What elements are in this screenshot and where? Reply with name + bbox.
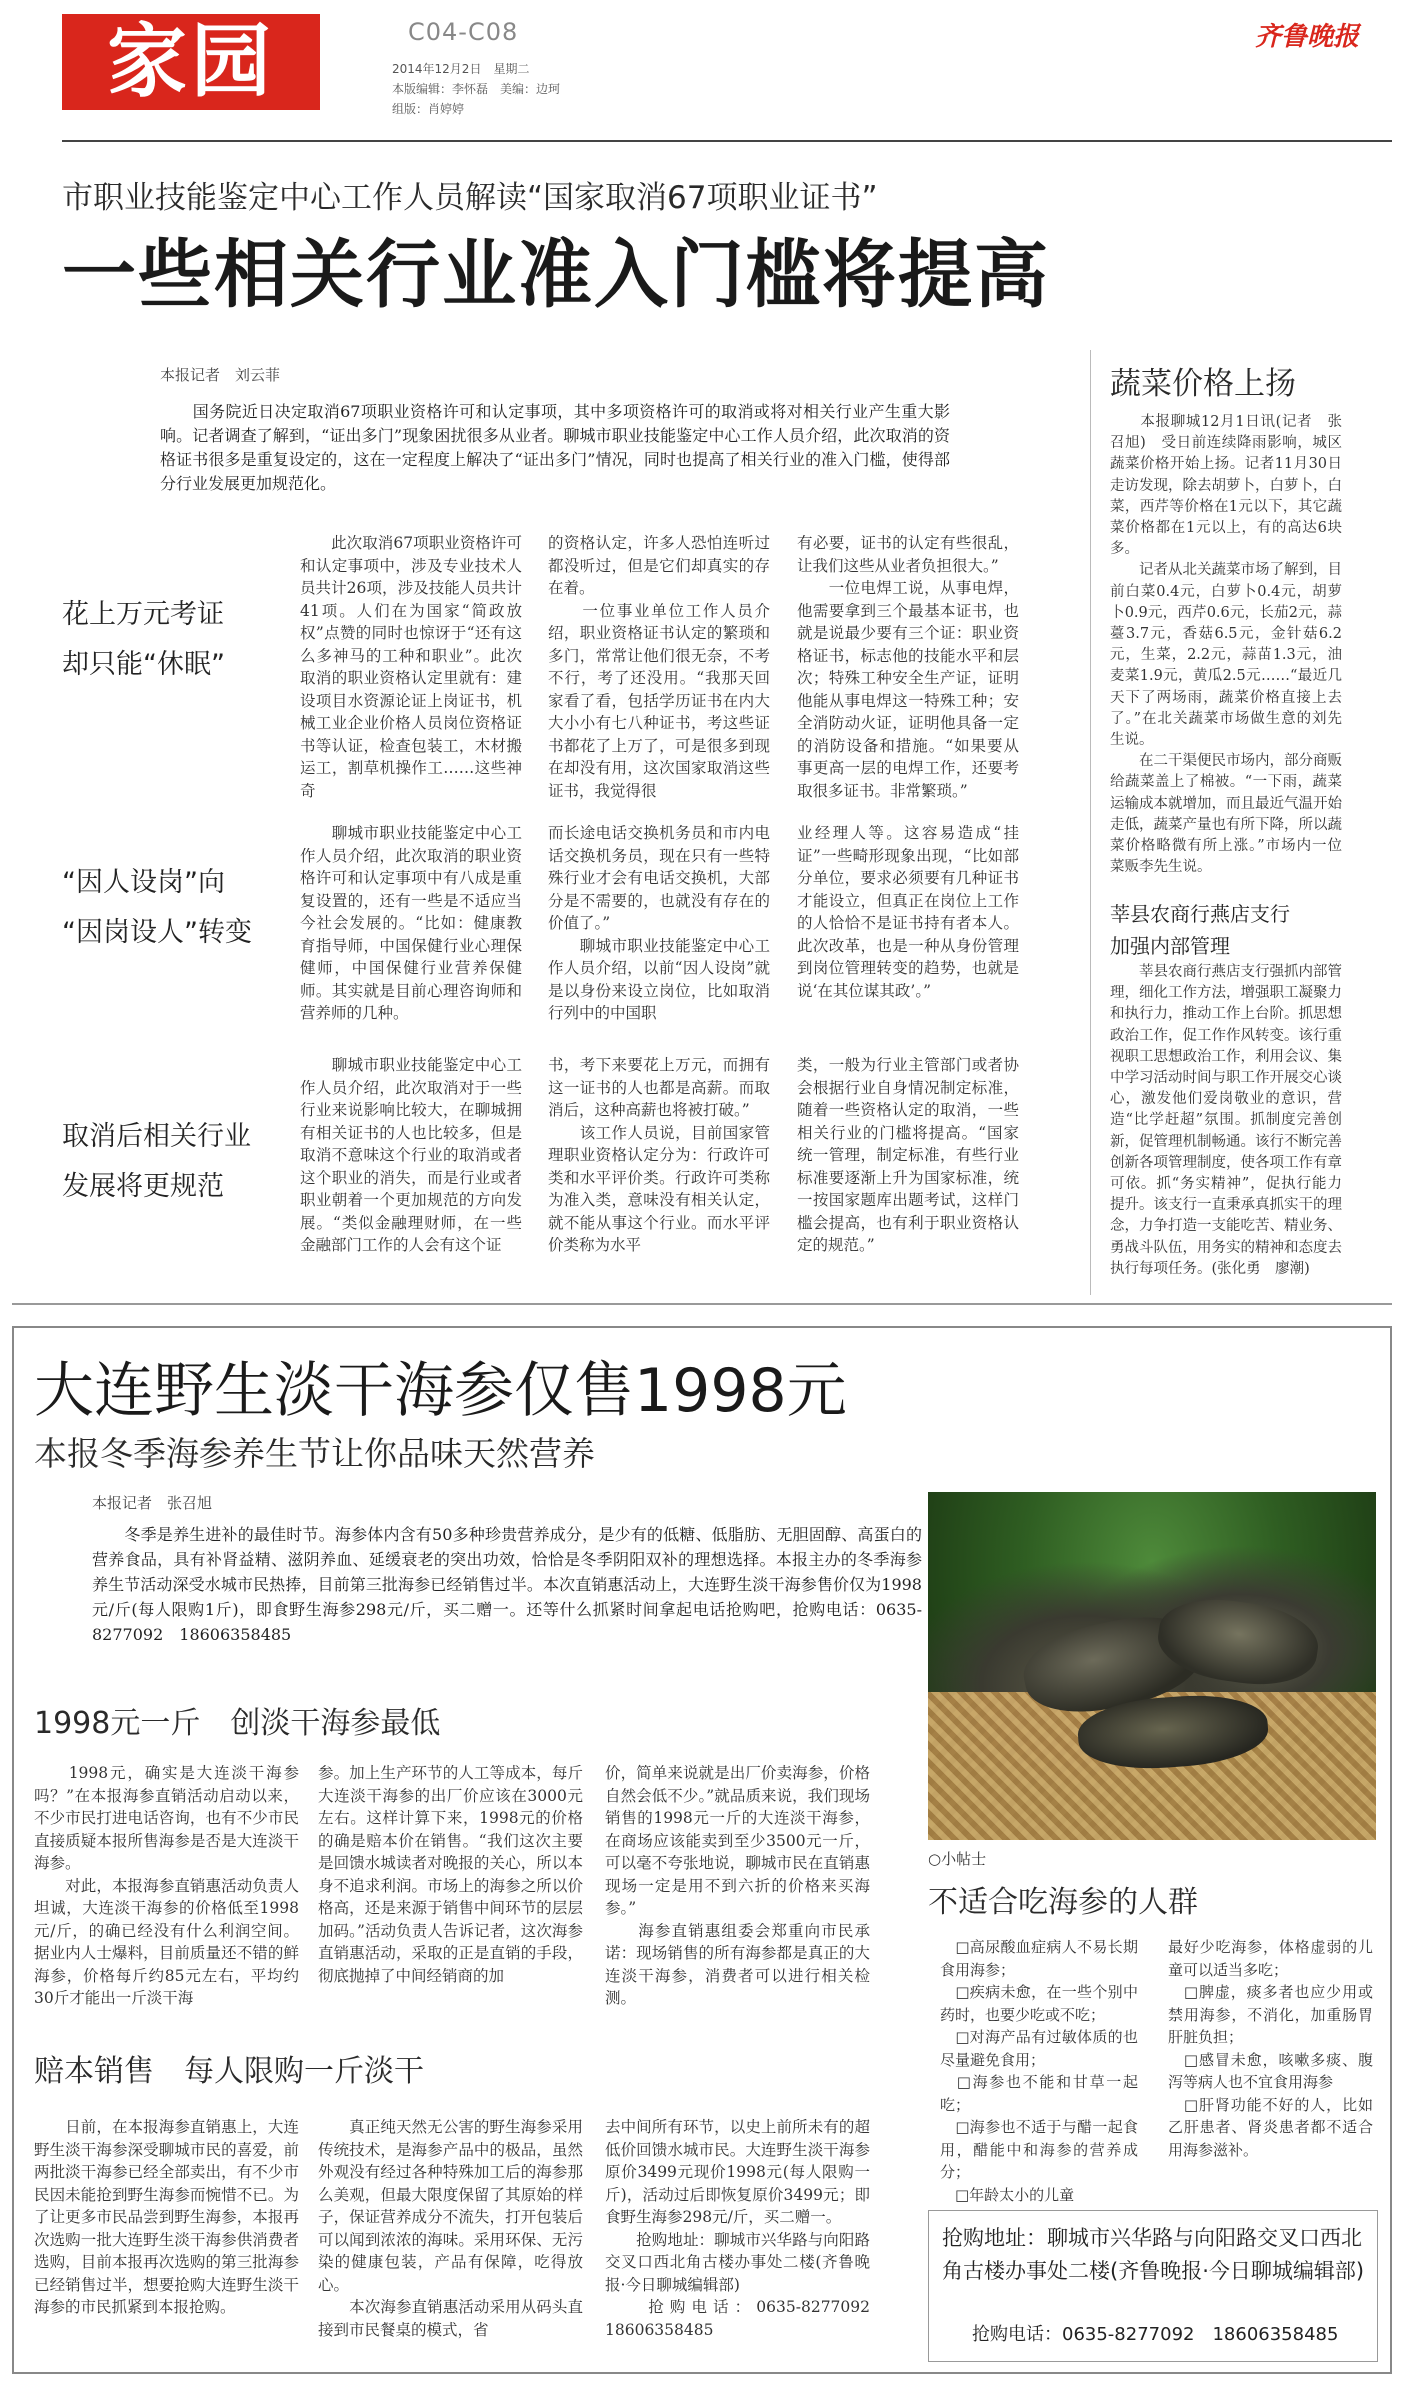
page-rule-middle — [12, 1303, 1392, 1305]
photo-caption: ○小帖士 — [928, 1850, 987, 1868]
sidebar-divider — [1090, 350, 1091, 1295]
article1-section1-col2: 的资格认定，许多人恐怕连听过都没听过，但是它们却真实的存在着。 一位事业单位工作人员介绍，职业资格证书认定的繁琐和多门，常常让他们很无奈，不考不行，考了还没用。“我那天回家看了看，包括学历证书在内大大小小有七八种证书，考这些证书都花了上万了，可是很多到现在却没有用，这次国家取消这些证书，我觉得很 — [548, 534, 770, 800]
article2-section1-col3: 价，简单来说就是出厂价卖海参，价格自然会低不少。”就品质来说，我们现场销售的1998元一斤的大连淡干海参，在商场应该能卖到至少3500元一斤，可以毫不夸张地说，聊城市民在直销惠现场一定是用不到六折的价格来买海参。” 海参直销惠组委会郑重向市民承诺：现场销售的所有海参都是真正的大连淡干海参，消费者可以进行相关检测。 — [605, 1764, 870, 2007]
tips-right-column: 最好少吃海参，体格虚弱的儿童可以适当多吃； □脾虚，痰多者也应少用或禁用海参，不消化，加重肠胃肝脏负担； □感冒未愈，咳嗽多痰、腹泻等病人也不宜食用海参 □肝肾功能不好的人，比如乙肝患者、肾炎患者都不适合用海参滋补。 — [1168, 1938, 1373, 2159]
sea-cucumber-photo — [928, 1492, 1376, 1840]
article1-section3-col1: 聊城市职业技能鉴定中心工作人员介绍，此次取消对于一些行业来说影响比较大，在聊城拥有相关证书的人也比较多，但是取消不意味这个行业的取消或者这个职业的消失，而是行业或者职业朝着一个更加规范的方向发展。“类似金融理财师，在一些金融部门工作的人会有这个证 — [300, 1056, 522, 1254]
contact-phone: 抢购电话：0635-8277092 18606358485 — [972, 2324, 1339, 2345]
article1-lead: 国务院近日决定取消67项职业资格许可和认定事项，其中多项资格许可的取消或将对相关行业产生重大影响。记者调查了解到，“证出多门”现象困扰很多从业者。聊城市职业技能鉴定中心工作人员介绍，此次取消的资格证书很多是重复设定的，这在一定程度上解决了“证出多门”情况，同时也提高了相关行业的准入门槛，使得部分行业发展更加规范化。 — [160, 402, 950, 493]
paper-name: 齐鲁晚报 — [1255, 22, 1360, 52]
editor-line: 本版编辑：李怀磊 美编：边珂 — [392, 82, 561, 96]
article1-section2-col2: 而长途电话交换机务员和市内电话交换机务员，现在只有一些特殊行业才会有电话交换机，大部分是不需要的，也就没有存在的价值了。” 聊城市职业技能鉴定中心工作人员介绍，以前“因人设岗”就是以身份来设立岗位，比如取消行列中的中国职 — [548, 824, 770, 1022]
article2-section2-col3: 去中间所有环节，以史上前所未有的超低价回馈水城市民。大连野生淡干海参原价3499元现价1998元(每人限购一斤)，活动过后即恢复原价3499元；即食野生海参298元/斤，买二赠一。 抢购地址：聊城市兴华路与向阳路交叉口西北角古楼办事处二楼(齐鲁晚报·今日聊城编辑部) 抢购电话：0635-8277092 18606358485 — [605, 2118, 870, 2339]
article2-section1-col1: 1998元，确实是大连淡干海参吗？”在本报海参直销活动启动以来，不少市民打进电话咨询，也有不少市民直接质疑本报所售海参是否是大连淡干海参。 对此，本报海参直销惠活动负责人坦诚，大连淡干海参的价格低至1998元/斤，的确已经没有什么利润空间。据业内人士爆料，目前质量还不错的鲜海参，价格每斤约85元左右，平均约30斤才能出一斤淡干海 — [34, 1764, 299, 2007]
article1-section3-col3: 类，一般为行业主管部门或者协会根据行业自身情况制定标准，随着一些资格认定的取消，一些相关行业的门槛将提高。“国家统一管理，制定标准，有些行业标准要逐渐上升为国家标准，统一按国家题库出题考试，这样门槛会提高，也有利于职业资格认定的规范。” — [797, 1056, 1019, 1254]
article1-section2-col3: 业经理人等。这容易造成“挂证”一些畸形现象出现，“比如部分单位，要求必须要有几种证书才能设立，但真正在岗位上工作的人恰恰不是证书持有者本人。此次改革，也是一种从身份管理到岗位管理转变的趋势，也就是说‘在其位谋其政’。” — [797, 824, 1019, 1000]
article2-subhead-2: 赔本销售 每人限购一斤淡干 — [34, 2054, 424, 2089]
article2-headline: 大连野生淡干海参仅售1998元 — [34, 1356, 847, 1426]
section-title: 家园 — [107, 15, 275, 108]
article1-byline: 本报记者 刘云菲 — [160, 366, 281, 384]
article2-lead: 冬季是养生进补的最佳时节。海参体内含有50多种珍贵营养成分，是少有的低糖、低脂肪、无胆固醇、高蛋白的营养食品，具有补肾益精、滋阴养血、延缓衰老的突出功效，恰恰是冬季阴阳双补的理想选择。本报主办的冬季海参养生节活动深受水城市民热捧，目前第三批海参已经销售过半。本次直销惠活动上，大连野生淡干海参售价仅为1998元/斤(每人限购1斤)，即食野生海参298元/斤，买二赠一。还等什么抓紧时间拿起电话抢购吧，抢购电话：0635-8277092 18606358485 — [92, 1525, 922, 1644]
article2-section1-col2: 参。加上生产环节的人工等成本，每斤大连淡干海参的出厂价应该在3000元左右。这样计算下来，1998元的价格的确是赔本价在销售。“我们这次主要是回馈水城读者对晚报的关心，所以本身不追求利润。市场上的海参之所以价格高，还是来源于销售中间环节的层层加码。”活动负责人告诉记者，这次海参直销惠活动，采取的正是直销的手段，彻底抛掉了中间经销商的加 — [318, 1764, 583, 1985]
article1-kicker: 市职业技能鉴定中心工作人员解读“国家取消67项职业证书” — [62, 180, 878, 216]
article2-subhead: 本报冬季海参养生节让你品味天然营养 — [34, 1434, 595, 1473]
article2-subhead-1: 1998元一斤 创淡干海参最低 — [34, 1706, 441, 1741]
sidebar-title-bank: 莘县农商行燕店支行 加强内部管理 — [1110, 902, 1290, 958]
sidebar-text-vegetable: 本报聊城12月1日讯(记者 张召旭) 受日前连续降雨影响，城区蔬菜价格开始上扬。记者11月30日走访发现，除去胡萝卜，白萝卜，白菜，西芹等价格在1元以下，其它蔬菜价格都在1元以上，有的高达6块多。 记者从北关蔬菜市场了解到，目前白菜0.4元，白萝卜0.4元，胡萝卜0.9元，西芹0.6元，长茄2元，蒜薹3.7元，香菇6.5元，金针菇6.2元，生菜，2.2元，蒜苗1.3元，油麦菜1.9元，黄瓜2.5元……“最近几天下了两场雨，蔬菜价格直接上去了。”在北关蔬菜市场做生意的刘先生说。 在二干渠便民市场内，部分商贩给蔬菜盖上了棉被。“一下雨，蔬菜运输成本就增加，而且最近气温开始走低，蔬菜产量也有所下降，所以蔬菜价格略微有所上涨。”市场内一位菜贩李先生说。 — [1110, 414, 1342, 876]
article1-subhead-3: 取消后相关行业 发展将更规范 — [62, 1121, 251, 1202]
article1-section3-col2: 书，考下来要花上万元，而拥有这一证书的人也都是高薪。而取消后，这种高薪也将被打破。” 该工作人员说，目前国家管理职业资格认定分为：行政许可类和水平评价类。行政许可类称为准入类，意味没有相关认定，就不能从事这个行业。而水平评价类称为水平 — [548, 1056, 770, 1254]
sidebar-text-bank: 莘县农商行燕店支行强抓内部管理，细化工作方法，增强职工凝聚力和执行力，推动工作上台阶。抓思想政治工作，促工作作风转变。该行重视职工思想政治工作，利用会议、集中学习活动时间与职工作开展交心谈心，激发他们爱岗敬业的意识，营造“比学赶超”氛围。抓制度完善创新，促管理机制畅通。该行不断完善创新各项管理制度，使各项工作有章可依。抓“务实精神”，促执行能力提升。该支行一直秉承真抓实干的理念，力争打造一支能吃苦、精业务、勇战斗队伍，用务实的精神和态度去执行每项任务。(张化勇 廖潮) — [1110, 964, 1342, 1277]
article1-subhead-1: 花上万元考证 却只能“休眠” — [62, 599, 225, 680]
article2-section2-col1: 日前，在本报海参直销惠上，大连野生淡干海参深受聊城市民的喜爱，前两批淡干海参已经全部卖出，有不少市民因未能抢到野生海参而惋惜不已。为了让更多市民品尝到野生海参，本报再次选购一批大连野生淡干海参供消费者选购，目前本报再次选购的第三批海参已经销售过半，想要抢购大连野生淡干海参的市民抓紧到本报抢购。 — [34, 2118, 299, 2316]
article1-headline: 一些相关行业准入门槛将提高 — [62, 232, 1050, 318]
contact-address: 抢购地址：聊城市兴华路与向阳路交叉口西北角古楼办事处二楼(齐鲁晚报·今日聊城编辑部) — [942, 2226, 1365, 2283]
header-rule — [62, 140, 1392, 142]
article2-byline: 本报记者 张召旭 — [92, 1494, 213, 1512]
tips-title: 不适合吃海参的人群 — [928, 1885, 1198, 1920]
article1-section2-col1: 聊城市职业技能鉴定中心工作人员介绍，此次取消的职业资格许可和认定事项中有八成是重复设置的，还有一些是不适应当今社会发展的。“比如：健康教育指导师，中国保健行业心理保健师，中国保健行业营养保健师。其实就是目前心理咨询师和营养师的几种。 — [300, 824, 522, 1022]
proof-line: 组版：肖婷婷 — [392, 102, 465, 116]
page-range: C04-C08 — [408, 18, 519, 46]
article2-section2-col2: 真正纯天然无公害的野生海参采用传统技术，是海参产品中的极品，虽然外观没有经过各种特殊加工后的海参那么美观，但最大限度保留了其原始的样子，保证营养成分不流失，打开包装后可以闻到浓浓的海味。采用环保、无污染的健康包装，产品有保障，吃得放心。 本次海参直销惠活动采用从码头直接到市民餐桌的模式，省 — [318, 2118, 583, 2339]
article1-subhead-2: “因人设岗”向 “因岗设人”转变 — [62, 867, 252, 948]
article1-section1-col1: 此次取消67项职业资格许可和认定事项中，涉及专业技术人员共计26项，涉及技能人员共计41项。人们在为国家“简政放权”点赞的同时也惊讶于“还有这么多神马的工种和职业”。此次取消的职业资格认定里就有：建设项目水资源论证上岗证书，机械工业企业价格人员岗位资格证书等认证，检查包装工，木材搬运工，割草机操作工……这些神奇 — [300, 534, 522, 800]
tips-left-column: □高尿酸血症病人不易长期食用海参； □疾病未愈，在一些个别中药时，也要少吃或不吃； □对海产品有过敏体质的也尽量避免食用； □海参也不能和甘草一起吃； □海参也不适于与醋一起食用，醋能中和海参的营养成分； □年龄太小的儿童 — [940, 1938, 1138, 2204]
sidebar-title-vegetable: 蔬菜价格上扬 — [1110, 366, 1296, 402]
date-line: 2014年12月2日 星期二 — [392, 62, 530, 76]
article1-section1-col3: 有必要，证书的认定有些很乱，让我们这些从业者负担很大。” 一位电焊工说，从事电焊，他需要拿到三个最基本证书，也就是说最少要有三个证：职业资格证书，标志他的技能水平和层次；特殊工种安全生产证，证明他能从事电焊这一特殊工种；安全消防动火证，证明他具备一定的消防设备和措施。“如果要从事更高一层的电焊工作，还要考取很多证书。非常繁琐。” — [797, 534, 1019, 800]
